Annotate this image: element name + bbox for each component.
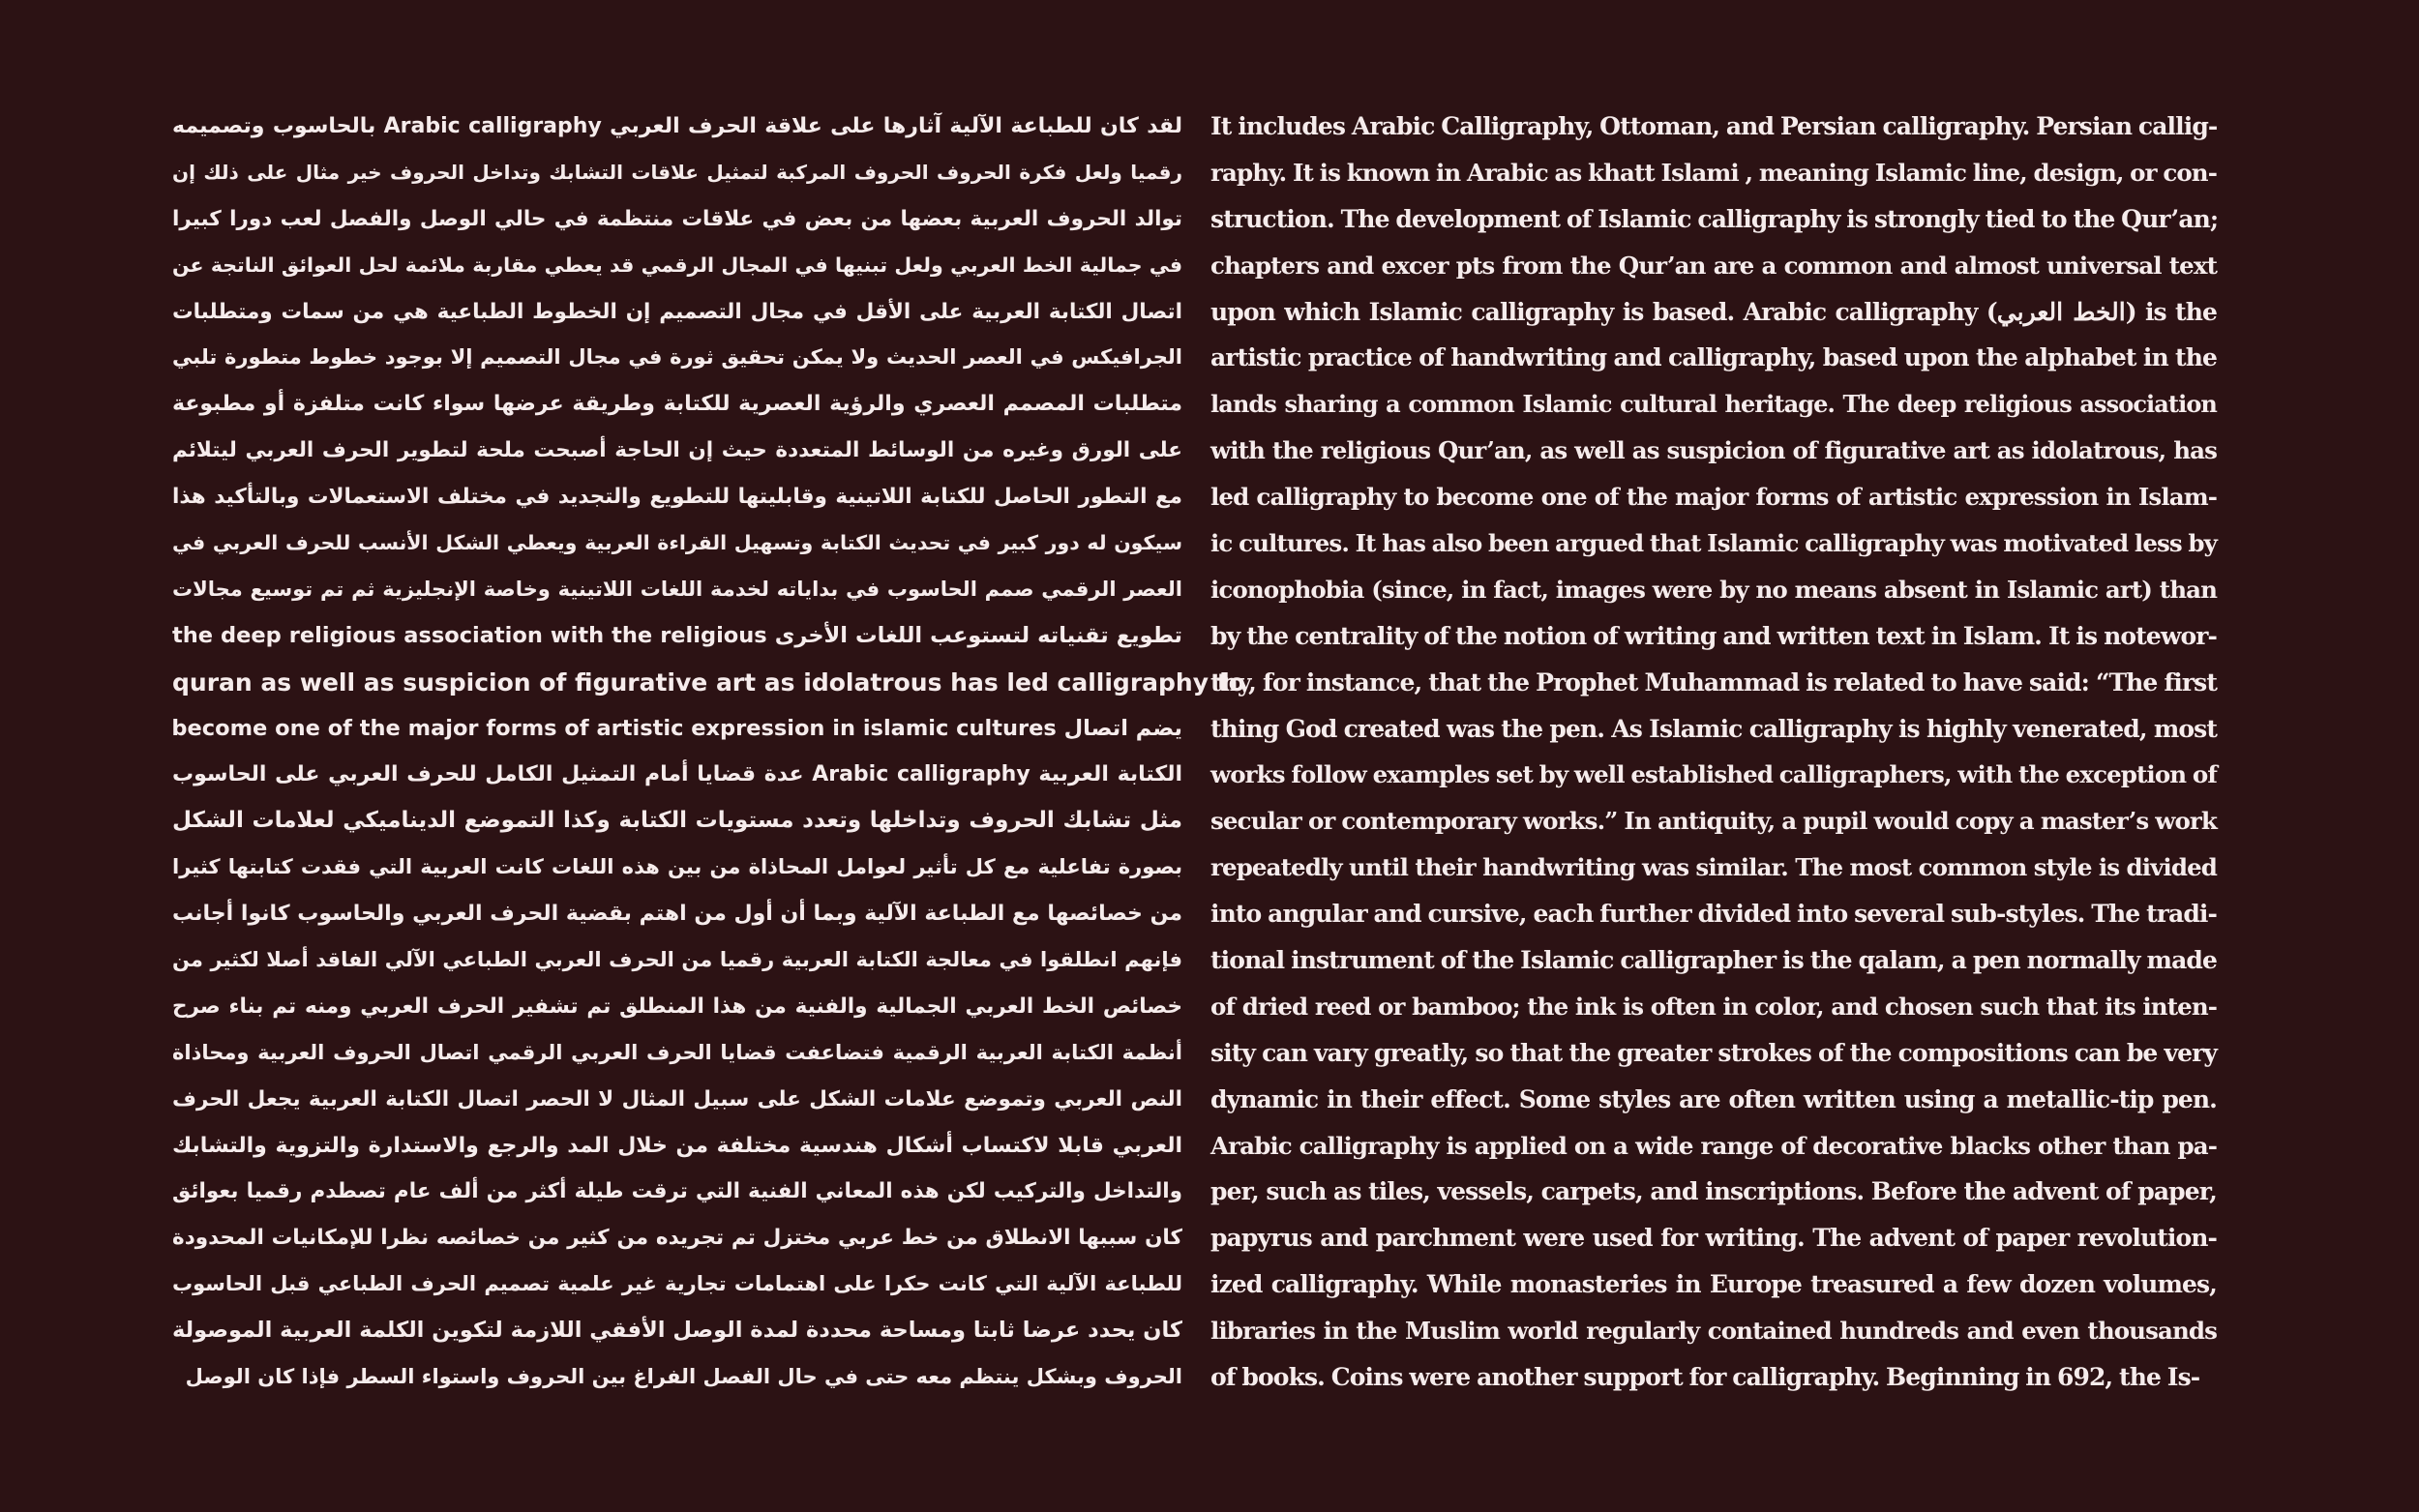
english-text-line: secular or contemporary works.” In antiquity, a pupil would copy a master’s work: [1210, 807, 2217, 836]
arabic-text-line: على الورق وغيره من الوسائط المتعددة حيث إن الحاجة أصبحت ملحة لتطوير الحرف العربي ليتلائم: [172, 438, 1182, 463]
arabic-text-line: رقميا ولعل فكرة الحروف الحروف المركبة لتمثيل علاقات التشابك وتداخل الحروف خير مثال على ذلك إن: [172, 160, 1182, 184]
arabic-text-line: في جمالية الخط العربي ولعل تبنيها في المجال الرقمي قد يعطي مقاربة ملائمة لحل العوائق الناتجة عن: [172, 252, 1182, 277]
arabic-text-column: [171, 104, 1245, 1401]
english-text-line: It includes Arabic Calligraphy, Ottoman, and Persian calligraphy. Persian callig-: [1210, 112, 2218, 140]
arabic-text-line: لقد كان للطباعة الآلية آثارها على علاقة الحرف العربي Arabic calligraphy بالحاسوب وتصميمه: [172, 114, 1183, 138]
english-text-line: thy, for instance, that the Prophet Muhammad is related to have said: “The first: [1210, 667, 2217, 697]
english-text-line: per, such as tiles, vessels, carpets, and inscriptions. Before the advent of paper,: [1210, 1177, 2217, 1206]
arabic-text-line: مع التطور الحاصل للكتابة اللاتينية وقابليتها للتطويع والتجديد في مختلف الاستعمالات وبالتأكيد هذا: [172, 485, 1182, 510]
english-text-line: of books. Coins were another support for calligraphy. Beginning in 692, the Is-: [1210, 1363, 2200, 1392]
english-text-line: sity can vary greatly, so that the greater strokes of the compositions can be very: [1210, 1038, 2217, 1067]
english-text-line: thing God created was the pen. As Islamic calligraphy is highly venerated, most: [1210, 714, 2217, 743]
arabic-text-line: quran as well as suspicion of figurative art as idolatrous has led calligraphy to: [172, 667, 1245, 697]
arabic-text-line: النص العربي وتموضع علامات الشكل على سبيل المثال لا الحصر اتصال الكتابة العربية يجعل الحرف: [172, 1086, 1182, 1112]
arabic-text-line: كان يحدد عرضا ثابتا ومساحة محددة لمدة الوصل الأفقي اللازمة لتكوين الكلمة العربية الموصولة: [172, 1318, 1182, 1344]
english-text-column: [1210, 104, 2217, 1401]
arabic-text-line: توالد الحروف العربية بعضها من بعض في علاقات منتظمة في حالي الوصل والفصل لعب دورا كبيرا: [172, 206, 1182, 231]
english-text-line: by the centrality of the notion of writing and written text in Islam. It is notewor-: [1210, 621, 2217, 650]
english-text-line: artistic practice of handwriting and calligraphy, based upon the alphabet in the: [1210, 343, 2217, 372]
english-text-line: repeatedly until their handwriting was similar. The most common style is divided: [1210, 853, 2217, 882]
arabic-text-line: تطويع تقنياته لتستوعب اللغات الأخرى the deep religious association with the religious: [172, 622, 1182, 648]
english-text-line: lands sharing a common Islamic cultural heritage. The deep religious association: [1210, 390, 2217, 419]
english-text-line: Arabic calligraphy is applied on a wide range of decorative blacks other than pa-: [1210, 1131, 2217, 1160]
english-text-line: iconophobia (since, in fact, images were by no means absent in Islamic art) than: [1210, 575, 2217, 604]
english-text-line: chapters and excer pts from the Qur’an are a common and almost universal text: [1210, 251, 2217, 280]
arabic-text-line: الحروف وبشكل ينتظم معه حتى في حال الفصل الفراغ بين الحروف واستواء السطر فإذا كان الوصل: [185, 1365, 1182, 1389]
arabic-text-line: يضم اتصال become one of the major forms of artistic expression in islamic cultures: [171, 715, 1182, 741]
english-text-line: with the religious Qur’an, as well as suspicion of figurative art as idolatrous, has: [1210, 436, 2217, 465]
arabic-text-line: كان سببها الانطلاق من خط عربي مختزل تم تجريده من كثير من خصائصه نظرا للإمكانيات المحدودة: [172, 1226, 1182, 1251]
arabic-text-line: من خصائصها مع الطباعة الآلية وبما أن أول من اهتم بقضية الحرف العربي والحاسوب كانوا أجانب: [172, 902, 1182, 927]
english-text-line: struction. The development of Islamic calligraphy is strongly tied to the Qur’an;: [1210, 204, 2219, 233]
english-text-line: works follow examples set by well established calligraphers, with the exception of: [1210, 760, 2217, 789]
english-text-line: ic cultures. It has also been argued that Islamic calligraphy was motivated less by: [1210, 529, 2217, 558]
english-text-line: led calligraphy to become one of the major forms of artistic expression in Islam-: [1210, 483, 2217, 512]
english-text-line: into angular and cursive, each further divided into several sub-styles. The tradi-: [1210, 900, 2217, 929]
arabic-text-line: الجرافيكس في العصر الحديث ولا يمكن تحقيق ثورة في مجال التصميم إلا بوجود خطوط متطورة تلبي: [172, 345, 1182, 370]
arabic-text-line: للطباعة الآلية التي كانت حكرا على اهتمامات تجارية غير علمية تصميم الحرف الطباعي قبل الحاسوب: [172, 1272, 1182, 1296]
arabic-text-line: اتصال الكتابة العربية على الأقل في مجال التصميم إن الخطوط الطباعية هي من سمات ومتطلبات: [172, 299, 1182, 324]
english-text-line: of dried reed or bamboo; the ink is often in color, and chosen such that its inten-: [1210, 992, 2217, 1021]
english-text-line: ized calligraphy. While monasteries in Europe treasured a few dozen volumes,: [1210, 1270, 2217, 1299]
english-text-line: libraries in the Muslim world regularly contained hundreds and even thousands: [1210, 1317, 2217, 1346]
arabic-text-line: الكتابة العربية Arabic calligraphy عدة قضايا أمام التمثيل الكامل للحرف العربي على الحاسوب: [172, 762, 1183, 787]
arabic-text-line: بصورة تفاعلية مع كل تأثير لعوامل المحاذاة من بين هذه اللغات كانت العربية التي فقدت كتابتها كثيرا: [172, 855, 1182, 879]
english-text-line: papyrus and parchment were used for writing. The advent of paper revolution-: [1210, 1224, 2217, 1253]
english-text-line: dynamic in their effect. Some styles are often written using a metallic-tip pen.: [1210, 1084, 2217, 1113]
arabic-text-line: سيكون له دور كبير في تحديث الكتابة وتسهيل القراءة العربية ويعطي الشكل الأنسب للحرف العربي في: [172, 531, 1182, 555]
arabic-text-line: أنظمة الكتابة العربية الرقمية فتضاعفت قضايا الحرف العربي الرقمي اتصال الحروف العربية ومحاذاة: [172, 1040, 1182, 1064]
english-text-line: tional instrument of the Islamic calligrapher is the qalam, a pen normally made: [1210, 946, 2217, 975]
arabic-text-line: متطلبات المصمم العصري والرؤية العصرية للكتابة وطريقة عرضها سواء كانت متلفزة أو مطبوعة: [172, 392, 1182, 417]
english-text-line: upon which Islamic calligraphy is based. Arabic calligraphy (الخط العربي) is the: [1210, 297, 2217, 326]
arabic-text-line: خصائص الخط العربي الجمالية والفنية من هذا المنطلق تم تشفير الحرف العربي ومنه تم بناء صرح: [172, 993, 1182, 1019]
english-text-line: raphy. It is known in Arabic as khatt Islami , meaning Islamic line, design, or con-: [1210, 158, 2217, 187]
arabic-text-line: العصر الرقمي صمم الحاسوب في بداياته لخدمة اللغات اللاتينية وخاصة الإنجليزية ثم تم توسيع مجالات: [172, 577, 1182, 601]
arabic-text-line: والتداخل والتركيب لكن هذه المعاني الفنية التي ترقت طيلة أكثر من ألف عام تصطدم رقميا بعوائق: [172, 1179, 1182, 1204]
arabic-text-line: العربي قابلا لاكتساب أشكال هندسية مختلفة من خلال المد والرجع والاستدارة والتزوية والتشابك: [172, 1133, 1182, 1158]
arabic-text-line: فإنهم انطلقوا في معالجة الكتابة العربية رقميا من الحرف العربي الطباعي الآلي الفاقد أصلا لكثير من: [172, 948, 1182, 972]
arabic-text-line: مثل تشابك الحروف وتداخلها وتعدد مستويات الكتابة وكذا التموضع الديناميكي لعلامات الشكل: [172, 808, 1182, 834]
